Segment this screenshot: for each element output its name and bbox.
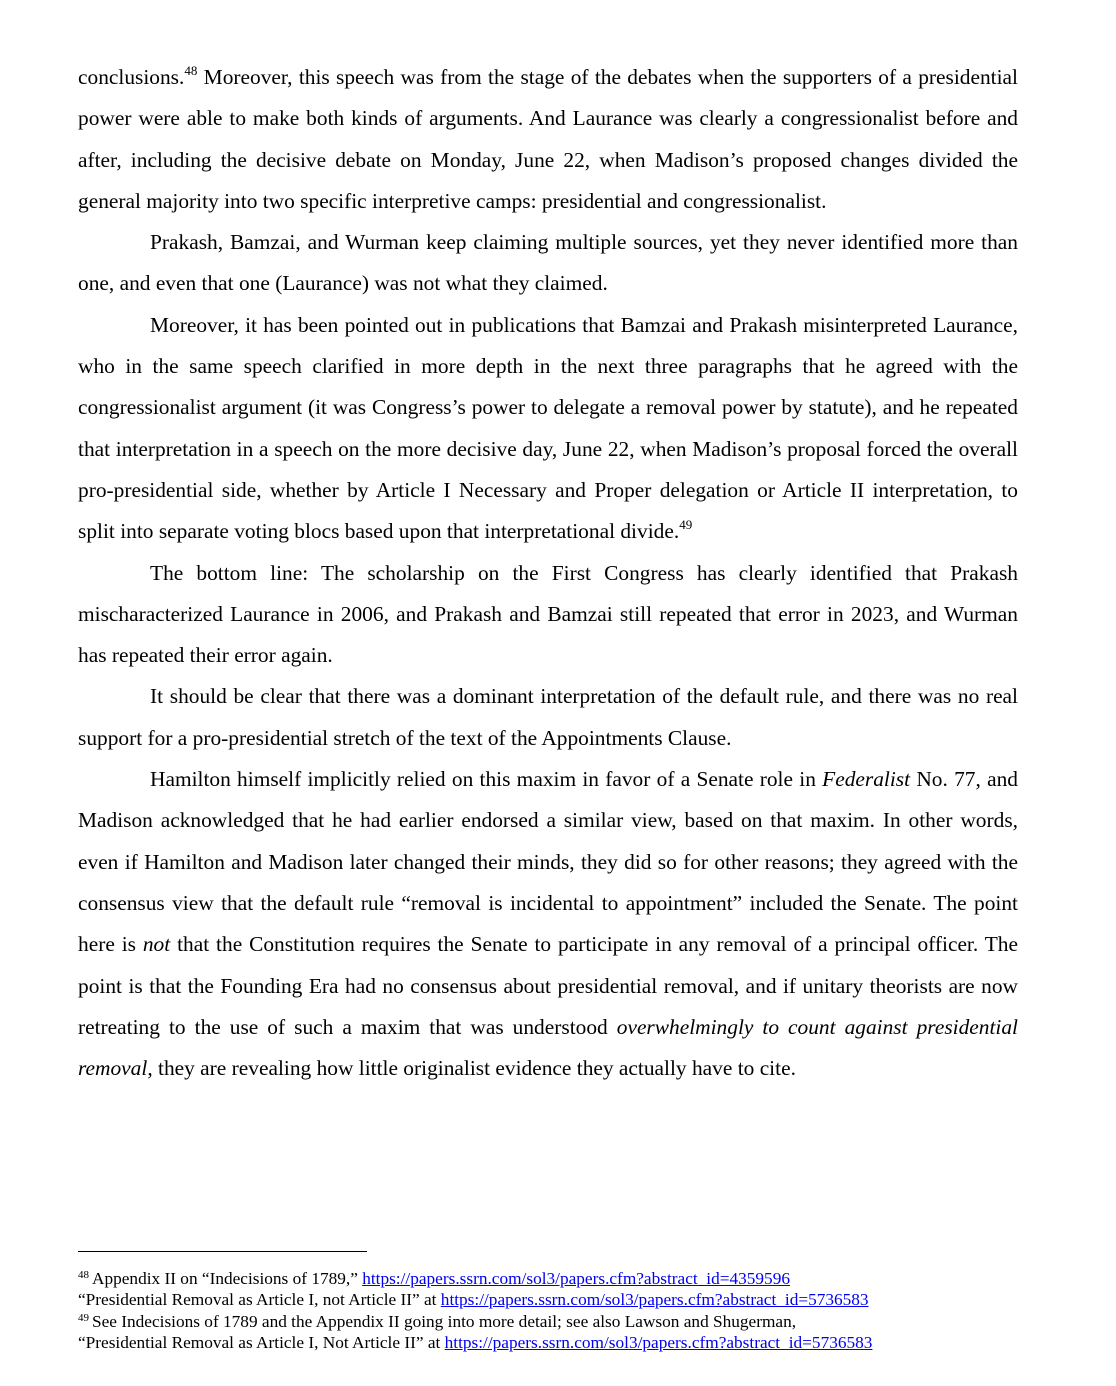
document-page — [78, 57, 1018, 1089]
footnote-separator — [78, 1251, 367, 1252]
text-run: conclusions. — [78, 65, 185, 89]
text-run: It should be clear that there was a dominant interpretation of the default rule, and there was no real support for a pro-presidential stretch of the text of the Appointments Clause. — [78, 684, 1018, 750]
text-run: Moreover, it has been pointed out in publications that Bamzai and Prakash misinterpreted Laurance, who in the same speech clarified in more depth in the next three paragraphs that he agreed with the congressionalist argument (it was Congress’s power to delegate a removal power by statute), and he repeated that interpretation in a speech on the more decisive day, June 22, when Madison’s proposal forced the overall pro-presidential side, whether by Article I Necessary and Proper delegation or Article II interpretation, to split into separate voting blocs based upon that interpretational divide. — [78, 312, 1018, 544]
paragraph — [78, 305, 1018, 553]
paragraph — [78, 57, 1018, 222]
footnote-text: “Presidential Removal as Article I, Not Article II” at — [78, 1332, 445, 1352]
footnote-reference[interactable]: 48 — [184, 63, 198, 78]
paragraph — [78, 759, 1018, 1089]
footnote-text: See Indecisions of 1789 and the Appendix II going into more detail; see also Lawson and Shugerman, — [92, 1311, 797, 1331]
text-run: No. 77, and Madison acknowledged that he had earlier endorsed a similar view, based on that maxim. In other words, even if Hamilton and Madison later changed their minds, they did so for other reasons; they agreed with the consensus view that the default rule “removal is incidental to appointment” included the Senate. The point here is — [78, 767, 1018, 957]
paragraph — [78, 676, 1018, 759]
footnote-line — [78, 1268, 1038, 1289]
footnotes — [78, 1268, 1038, 1353]
footnote-text: Appendix II on “Indecisions of 1789,” — [92, 1269, 363, 1288]
footnote-text: “Presidential Removal as Article I, not Article II” at — [78, 1290, 441, 1310]
footnote-link[interactable]: https://papers.ssrn.com/sol3/papers.cfm?abstract_id=5736583 — [444, 1332, 873, 1352]
text-run: , they are revealing how little originalist evidence they actually have to cite. — [147, 1056, 796, 1081]
paragraph — [78, 553, 1018, 677]
footnote-number: 48 — [78, 1269, 89, 1281]
text-run: that the Constitution requires the Senate to participate in any removal of a principal officer. The point is that the Founding Era had no consensus about presidential removal, and if unitary theorists are now retreating to the use of such a maxim that was understood — [78, 932, 1018, 1039]
footnote-number: 49 — [78, 1311, 89, 1324]
footnote-line — [78, 1332, 1038, 1353]
italic-text: overwhelmingly to count against presidential removal — [78, 1014, 1018, 1081]
footnote-reference[interactable]: 49 — [679, 517, 693, 533]
text-run: Moreover, this speech was from the stage of the debates when the supporters of a presidential power were able to make both kinds of arguments. And Laurance was clearly a congressionalist before and after, including the decisive debate on Monday, June 22, when Madison’s proposed changes divided the general majority into two specific interpretive camps: presidential and congressionalist. — [78, 65, 1018, 213]
text-run: Prakash, Bamzai, and Wurman keep claiming multiple sources, yet they never identified more than one, and even that one (Laurance) was not what they claimed. — [78, 230, 1018, 296]
footnote-line — [78, 1289, 1038, 1310]
footnote-line — [78, 1311, 1038, 1332]
body-text — [78, 57, 1018, 1089]
italic-text: Federalist — [822, 767, 911, 792]
footnote-link[interactable]: https://papers.ssrn.com/sol3/papers.cfm?abstract_id=4359596 — [362, 1269, 790, 1288]
paragraph — [78, 222, 1018, 305]
text-run: Hamilton himself implicitly relied on this maxim in favor of a Senate role in — [150, 767, 823, 792]
text-run: The bottom line: The scholarship on the First Congress has clearly identified that Prakash mischaracterized Laurance in 2006, and Prakash and Bamzai still repeated that error in 2023, and Wurman has repeated their error again. — [78, 560, 1018, 668]
footnote-link[interactable]: https://papers.ssrn.com/sol3/papers.cfm?abstract_id=5736583 — [440, 1290, 869, 1310]
italic-text: not — [142, 932, 171, 957]
